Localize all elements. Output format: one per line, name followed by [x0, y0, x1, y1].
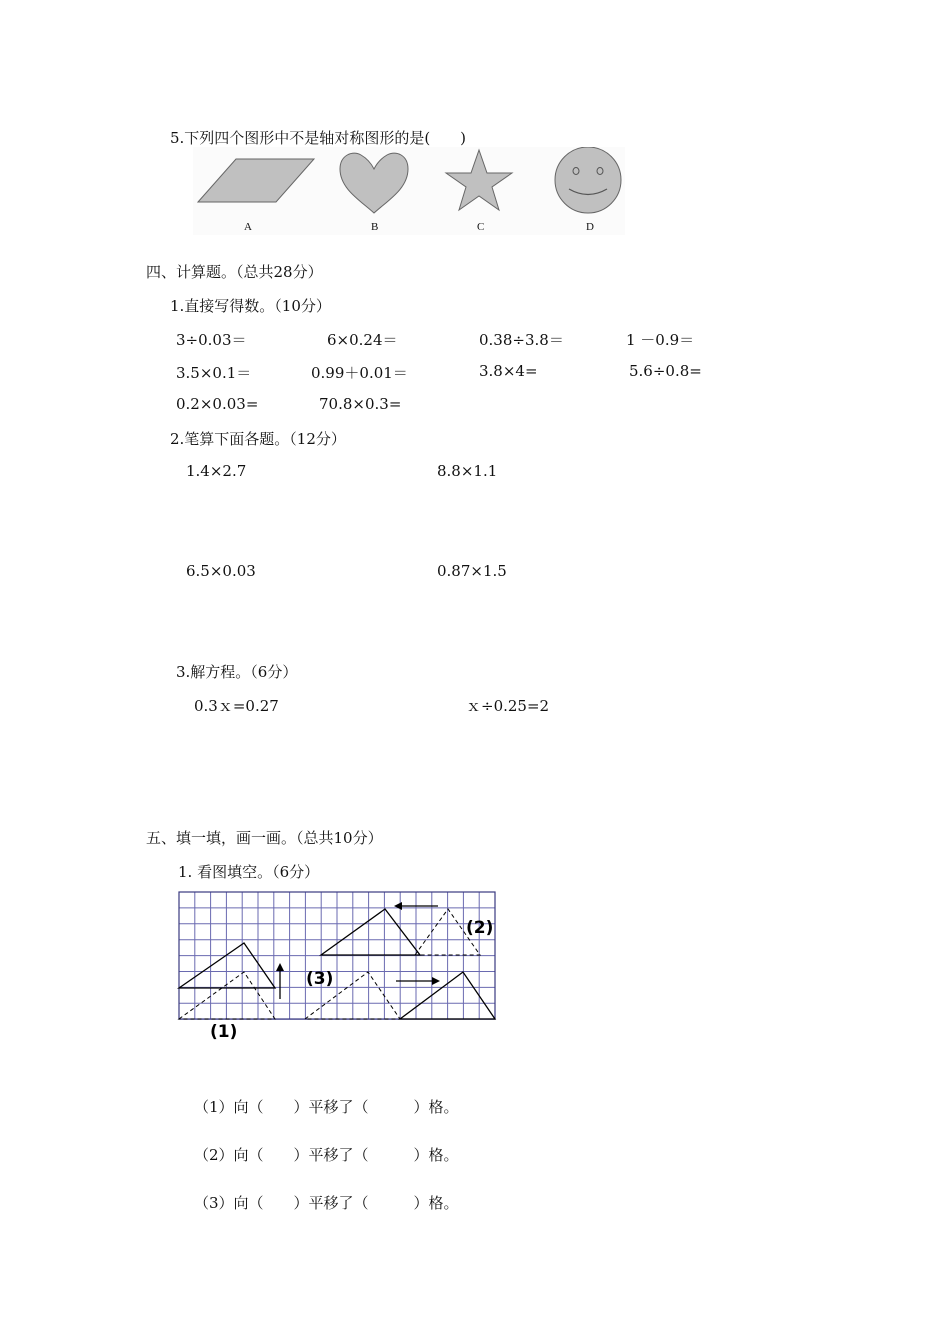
triangle-1-solid: [179, 943, 275, 988]
written-calc-item: 6.5×0.03: [186, 562, 256, 580]
section5-title: 五、填一填，画一画。（总共10分）: [146, 829, 383, 847]
calc-item: 3.5×0.1＝: [176, 364, 252, 382]
option-c-label: C: [477, 221, 485, 233]
fill-blank-1: （1）向（ ）平移了（ ）格。: [194, 1098, 459, 1116]
parallelogram-shape: [198, 159, 314, 202]
part3-title: 3.解方程。（6分）: [176, 663, 298, 681]
written-calc-item: 8.8×1.1: [437, 462, 498, 480]
calc-item: 6×0.24＝: [327, 331, 398, 349]
calc-item: 1 －0.9＝: [626, 331, 695, 349]
figure-label-1: (1): [210, 1022, 238, 1042]
fill-blank-2: （2）向（ ）平移了（ ）格。: [194, 1146, 459, 1164]
q5-shapes: [193, 147, 625, 235]
q5-shapes-svg: [193, 147, 625, 235]
section4-title: 四、计算题。（总共28分）: [146, 263, 323, 281]
equation-item: 0.3ｘ=0.27: [194, 697, 279, 715]
option-d-label: D: [586, 221, 594, 233]
written-calc-item: 0.87×1.5: [437, 562, 507, 580]
part2-title: 2.笔算下面各题。（12分）: [170, 430, 346, 448]
section5-part1-title: 1. 看图填空。（6分）: [178, 863, 320, 881]
part1-title: 1.直接写得数。（10分）: [170, 297, 331, 315]
smiley-shape: [555, 147, 621, 213]
written-calc-item: 1.4×2.7: [186, 462, 247, 480]
option-a-label: A: [244, 221, 252, 233]
calc-item: 3÷0.03＝: [176, 331, 247, 349]
calc-item: 70.8×0.3=: [319, 395, 402, 413]
calc-item: 0.38÷3.8＝: [479, 331, 564, 349]
q5-question: 5.下列四个图形中不是轴对称图形的是( ): [170, 129, 467, 147]
calc-item: 0.2×0.03=: [176, 395, 259, 413]
calc-item: 3.8×4=: [479, 362, 538, 380]
fill-blank-3: （3）向（ ）平移了（ ）格。: [194, 1194, 459, 1212]
translation-grid-figure: [170, 887, 510, 1047]
equation-item: ｘ÷0.25=2: [466, 697, 550, 715]
heart-shape: [340, 153, 408, 213]
calc-item: 5.6÷0.8=: [629, 362, 702, 380]
triangle-1-dashed: [179, 972, 275, 1019]
figure-label-2: (2): [466, 918, 494, 938]
calc-item: 0.99＋0.01＝: [311, 364, 408, 382]
triangle-2-solid: [321, 909, 420, 955]
figure-label-3: (3): [306, 969, 334, 989]
option-b-label: B: [371, 221, 379, 233]
star-shape: [446, 150, 512, 210]
